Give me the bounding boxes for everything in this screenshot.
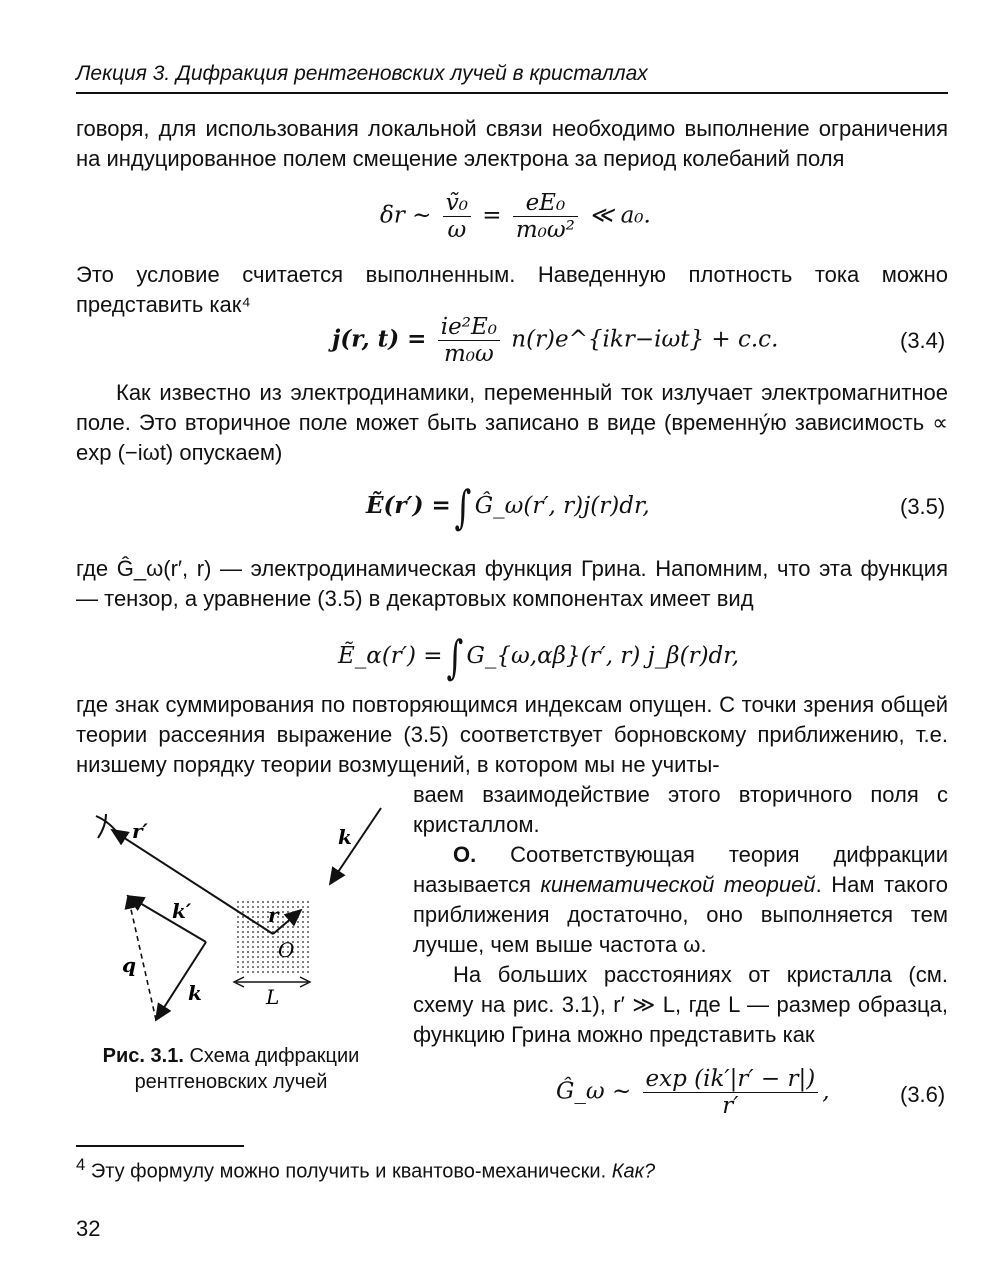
- paragraph-5: где знак суммирования по повторяющимся индексам опущен. С точки зрения общей теории рассеяния выражение (3.5) соответствует борновскому приближению, т.е. низшему порядку теории возмущений, в котором мы не учиты-: [76, 692, 948, 777]
- side-paragraph-1: ваем взаимодействие этого вторичного поля с кристаллом.: [413, 782, 948, 837]
- equation-3-5: Ẽ(r′) =∫ Ĝ_ω(r′, r)j(r)dr,: [366, 480, 650, 534]
- equation-number-3-6: (3.6): [900, 1082, 946, 1107]
- equation-3-6: Ĝ_ω ∼ $\frac{\exp (ik'|r' - r|)}{r'}$ ,: [556, 1066, 830, 1119]
- label-O: O: [278, 938, 295, 962]
- header-rule: [76, 92, 948, 94]
- paragraph-4: где Ĝ_ω(r′, r) — электродинамическая функция Грина. Напомним, что эта функция — тензор, а уравнение (3.5) в декартовых компонентах имеет вид: [76, 556, 948, 611]
- paragraph-1: говоря, для использования локальной связи необходимо выполнение ограничения на индуцированное полем смещение электрона за период колебаний поля: [76, 116, 948, 171]
- equation-number-3-5: (3.5): [900, 494, 946, 519]
- eq-dr-frac1: $\frac{\text{ṽ₀}}{\omega}$: [443, 190, 471, 243]
- footnote: $^4$ Эту формулу можно получить и квантово-механически. Как?: [76, 1155, 656, 1183]
- label-q: q: [122, 953, 136, 977]
- side-paragraph-3: На больших расстояниях от кристалла (см. схему на рис. 3.1), r′ ≫ L, где L — размер образца, функцию Грина можно представить как: [413, 962, 948, 1047]
- label-k-prime: k′: [172, 899, 192, 923]
- scattered-ray-arrow: [112, 830, 273, 934]
- label-r-prime: r′: [132, 819, 148, 843]
- paragraph-2: Это условие считается выполненным. Наведенную плотность тока можно представить как⁴: [76, 262, 948, 317]
- equation-number-3-4: (3.4): [900, 328, 946, 353]
- eq-dr-frac2: $\frac{\text{eE₀}}{\text{m₀ω²}}$: [513, 190, 578, 243]
- equation-components: Ẽ_α(r′) =∫ G_{ω,αβ}(r′, r) j_β(r)dr,: [338, 630, 740, 684]
- figure-caption: Рис. 3.1. Схема дифракции рентгеновских лучей: [102, 1045, 360, 1093]
- label-L: L: [266, 985, 280, 1009]
- eq-dr-lhs: δr ∼: [380, 202, 432, 229]
- detector-icon: [96, 814, 120, 838]
- page-number: 32: [76, 1216, 101, 1241]
- k-prime-arrow: [128, 896, 206, 942]
- label-k-top: k: [338, 825, 352, 849]
- equation-3-4: j(r, t) = $\frac{\text{ie²E₀}}{\text{m₀ω}}$ n(r)e^{ikr−iωt} + c.c.: [332, 314, 779, 367]
- equation-dr: δr ∼ $\frac{\text{ṽ₀}}{\omega}$ = $\frac{\text{eE₀}}{\text{m₀ω²}}$ ≪ a₀.: [380, 190, 651, 243]
- running-head: Лекция 3. Дифракция рентгеновских лучей в кристаллах: [76, 62, 648, 85]
- figure-3-1-diagram: [76, 800, 396, 1040]
- footnote-rule: [76, 1145, 244, 1147]
- side-paragraph-2: O. Соответствующая теория дифракции называется кинематической теорией. Нам такого приближения достаточно, оно выполняется тем лучше, чем выше частота ω.: [413, 842, 948, 957]
- label-r: r: [268, 903, 279, 927]
- paragraph-3: Как известно из электродинамики, переменный ток излучает электромагнитное поле. Это вторичное поле может быть записано в виде (временну́ю зависимость ∝ exp (−iωt) опускаем): [76, 380, 948, 465]
- label-k-bottom: k: [188, 981, 202, 1005]
